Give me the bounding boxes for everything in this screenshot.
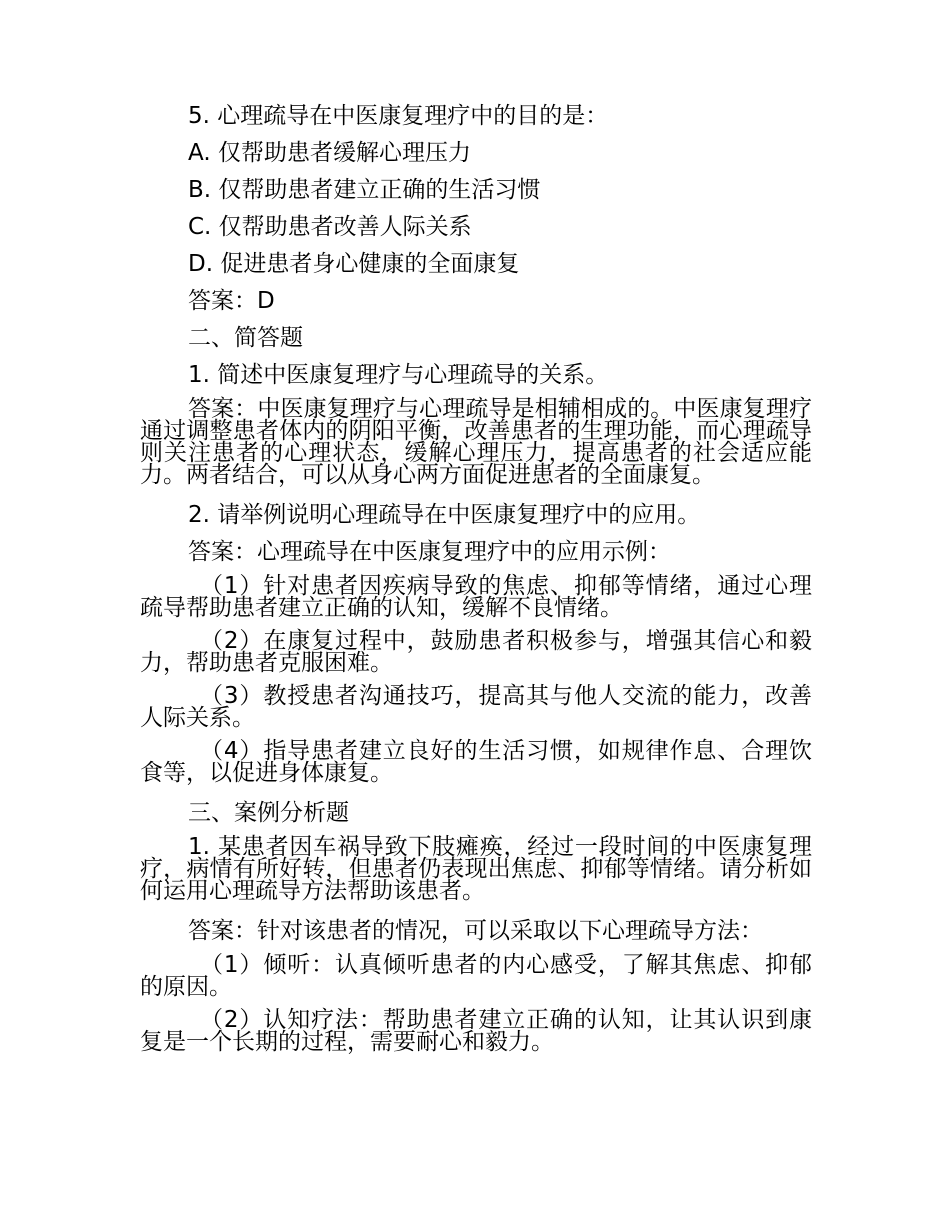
case-analysis-a1-point: （2）认知疗法：帮助患者建立正确的认知，让其认识到康复是一个长期的过程，需要耐心和毅力。 xyxy=(140,1007,812,1055)
case-analysis-q1: 1. 某患者因车祸导致下肢瘫痪，经过一段时间的中医康复理疗，病情有所好转，但患者仍表现出焦虑、抑郁等情绪。请分析如何运用心理疏导方法帮助该患者。 xyxy=(140,834,812,904)
mc-option-b: B. 仅帮助患者建立正确的生活习惯 xyxy=(188,177,541,203)
short-answer-a2-point: （1）针对患者因疾病导致的焦虑、抑郁等情绪，通过心理疏导帮助患者建立正确的认知，缓解不良情绪。 xyxy=(140,573,812,621)
mc-answer: 答案：D xyxy=(188,288,275,314)
short-answer-a1: 答案：中医康复理疗与心理疏导是相辅相成的。中医康复理疗通过调整患者体内的阴阳平衡，改善患者的生理功能，而心理疏导则关注患者的心理状态，缓解心理压力，提高患者的社会适应能力。两者结合，可以从身心两方面促进患者的全面康复。 xyxy=(140,396,812,488)
short-answer-q1: 1. 简述中医康复理疗与心理疏导的关系。 xyxy=(188,362,609,388)
case-analysis-heading: 三、案例分析题 xyxy=(188,800,349,826)
short-answer-a2-point: （2）在康复过程中，鼓励患者积极参与，增强其信心和毅力，帮助患者克服困难。 xyxy=(140,628,812,676)
short-answer-a2-point: （3）教授患者沟通技巧，提高其与他人交流的能力，改善人际关系。 xyxy=(140,683,812,731)
mc-option-d: D. 促进患者身心健康的全面康复 xyxy=(188,251,520,277)
mc-question: 5. 心理疏导在中医康复理疗中的目的是： xyxy=(188,103,609,129)
short-answer-a2-point: （4）指导患者建立良好的生活习惯，如规律作息、合理饮食等，以促进身体康复。 xyxy=(140,738,812,786)
short-answer-heading: 二、简答题 xyxy=(188,325,303,351)
short-answer-q2: 2. 请举例说明心理疏导在中医康复理疗中的应用。 xyxy=(188,502,701,528)
case-analysis-a1-point: （1）倾听：认真倾听患者的内心感受，了解其焦虑、抑郁的原因。 xyxy=(140,952,812,1000)
case-analysis-a1-intro: 答案：针对该患者的情况，可以采取以下心理疏导方法： xyxy=(188,918,763,944)
document-page xyxy=(140,98,812,1064)
short-answer-a2-intro: 答案：心理疏导在中医康复理疗中的应用示例： xyxy=(188,539,671,565)
mc-option-c: C. 仅帮助患者改善人际关系 xyxy=(188,214,472,240)
mc-option-a: A. 仅帮助患者缓解心理压力 xyxy=(188,140,471,166)
